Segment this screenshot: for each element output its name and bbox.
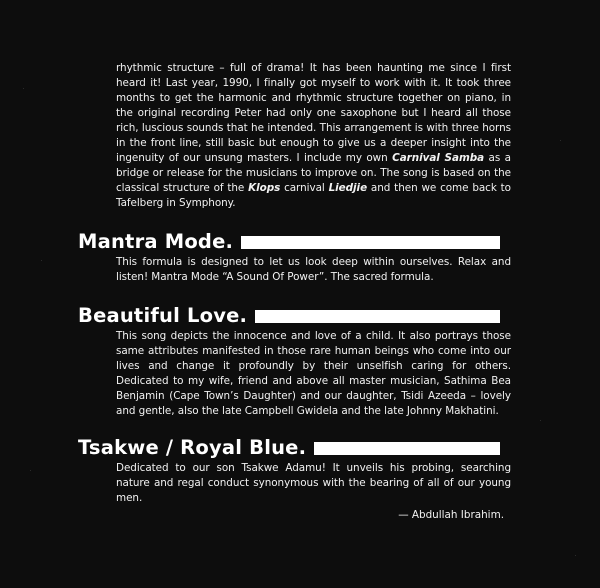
heading-rule [255, 310, 500, 323]
intro-emphasis-klops: Klops [248, 182, 281, 194]
heading-rule [314, 442, 500, 455]
intro-text-1: rhythmic structure – full of drama! It has been haunting me since I first heard it! Last year, 1990, I finally got myself to work with it. It took three months to get the harmonic and rhythmic structure together on piano, in the original recording Peter had only one saxophone but I heard all those rich, luscious sounds that he intended. This arrangement is with three horns in the front line, still basic but enough to give us a deeper insight into the ingenuity of our unsung masters. I include my own [116, 62, 511, 164]
section-title: Beautiful Love. [78, 303, 248, 327]
intro-text-4: and then we come back to Tafelberg in Symphony. [116, 182, 511, 209]
intro-text-2: as a bridge or release for the musicians to improve on. The song is based on the classical structure of the [116, 152, 511, 194]
intro-text-3: carnival [280, 182, 329, 194]
section-text-mantra-mode: This formula is designed to let us look deep within ourselves. Relax and listen! Mantra Mode “A Sound Of Power”. The sacred formula. [116, 256, 511, 283]
section-text-tsakwe-royal-blue: Dedicated to our son Tsakwe Adamu! It unveils his probing, searching nature and regal conduct synonymous with the bearing of all of our young men. [116, 462, 511, 504]
author-signature: — Abdullah Ibrahim. [398, 509, 504, 521]
intro-emphasis-carnival-samba: Carnival Samba [392, 152, 485, 164]
intro-emphasis-liedjie: Liedjie [328, 182, 368, 194]
section-title: Mantra Mode. [78, 229, 234, 253]
section-heading-beautiful-love [78, 303, 500, 327]
section-text-beautiful-love: This song depicts the innocence and love of a child. It also portrays those same attributes manifested in those rare human beings who come into our lives and change it profoundly by their unselfish caring for others. Dedicated to my wife, friend and above all master musician, Sathima Bea Benjamin (Cape Town’s Daughter) and our daughter, Tsidi Azeeda – lovely and gentle, also the late Campbell Gwidela and the late Johnny Makhatini. [116, 330, 511, 417]
section-heading-tsakwe-royal-blue [78, 435, 500, 459]
section-heading-mantra-mode [78, 229, 500, 253]
intro-paragraph [116, 61, 511, 211]
heading-rule [241, 236, 500, 249]
section-title: Tsakwe / Royal Blue. [78, 435, 307, 459]
